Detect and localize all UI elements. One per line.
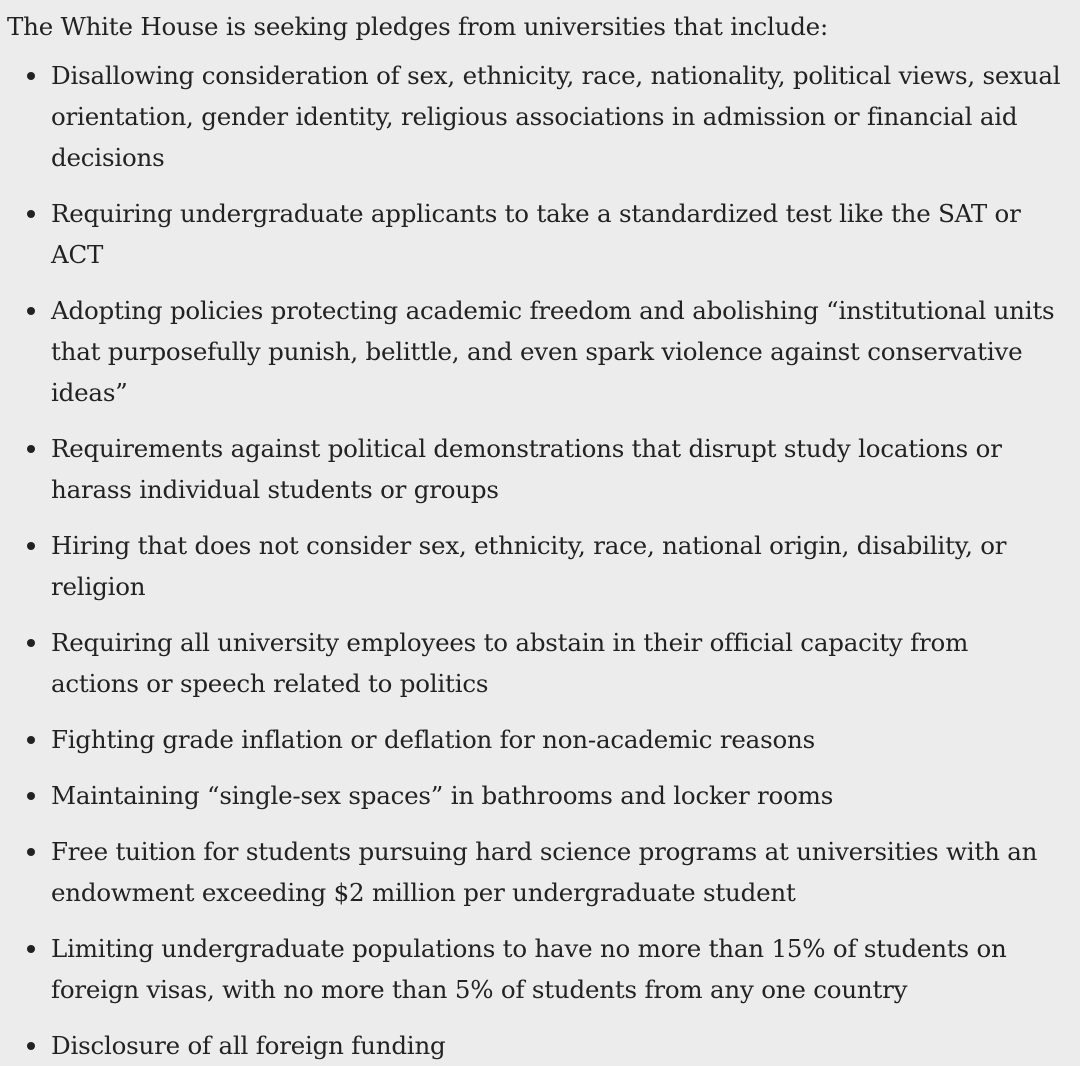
- list-item: [7, 55, 1062, 178]
- bullet-icon: [27, 445, 35, 453]
- list-item: [7, 831, 1062, 913]
- list-item: [7, 719, 1062, 760]
- list-item-text: Requiring all university employees to abstain in their official capacity from actions or speech related to politics: [51, 628, 969, 698]
- bullet-icon: [27, 72, 35, 80]
- list-item: [7, 428, 1062, 510]
- list-item-text: Disclosure of all foreign funding: [51, 1031, 446, 1060]
- bullet-icon: [27, 792, 35, 800]
- bullet-icon: [27, 1042, 35, 1050]
- bullet-icon: [27, 848, 35, 856]
- list-item-text: Free tuition for students pursuing hard science programs at universities with an endowment exceeding $2 million per undergraduate student: [51, 837, 1038, 907]
- list-item-text: Disallowing consideration of sex, ethnicity, race, nationality, political views, sexual orientation, gender identity, religious associations in admission or financial aid decisions: [51, 61, 1061, 172]
- list-item: [7, 928, 1062, 1010]
- intro-text: The White House is seeking pledges from universities that include:: [7, 12, 829, 41]
- bullet-icon: [27, 639, 35, 647]
- list-item-text: Hiring that does not consider sex, ethnicity, race, national origin, disability, or religion: [51, 531, 1007, 601]
- bullet-icon: [27, 945, 35, 953]
- list-item-text: Fighting grade inflation or deflation for non-academic reasons: [51, 725, 815, 754]
- list-item: [7, 1025, 1062, 1066]
- bullet-icon: [27, 736, 35, 744]
- list-item: [7, 525, 1062, 607]
- pledge-list: [7, 55, 1062, 1066]
- list-item: [7, 290, 1062, 413]
- list-item: [7, 775, 1062, 816]
- list-item-text: Limiting undergraduate populations to have no more than 15% of students on foreign visas, with no more than 5% of students from any one country: [51, 934, 1007, 1004]
- bullet-icon: [27, 542, 35, 550]
- list-item-text: Requirements against political demonstrations that disrupt study locations or harass individual students or groups: [51, 434, 1002, 504]
- list-item-text: Adopting policies protecting academic freedom and abolishing “institutional units that purposefully punish, belittle, and even spark violence against conservative ideas”: [51, 296, 1055, 407]
- list-item-text: Maintaining “single-sex spaces” in bathrooms and locker rooms: [51, 781, 834, 810]
- list-item-text: Requiring undergraduate applicants to take a standardized test like the SAT or ACT: [51, 199, 1021, 269]
- list-item: [7, 193, 1062, 275]
- list-item: [7, 622, 1062, 704]
- bullet-icon: [27, 307, 35, 315]
- bullet-icon: [27, 210, 35, 218]
